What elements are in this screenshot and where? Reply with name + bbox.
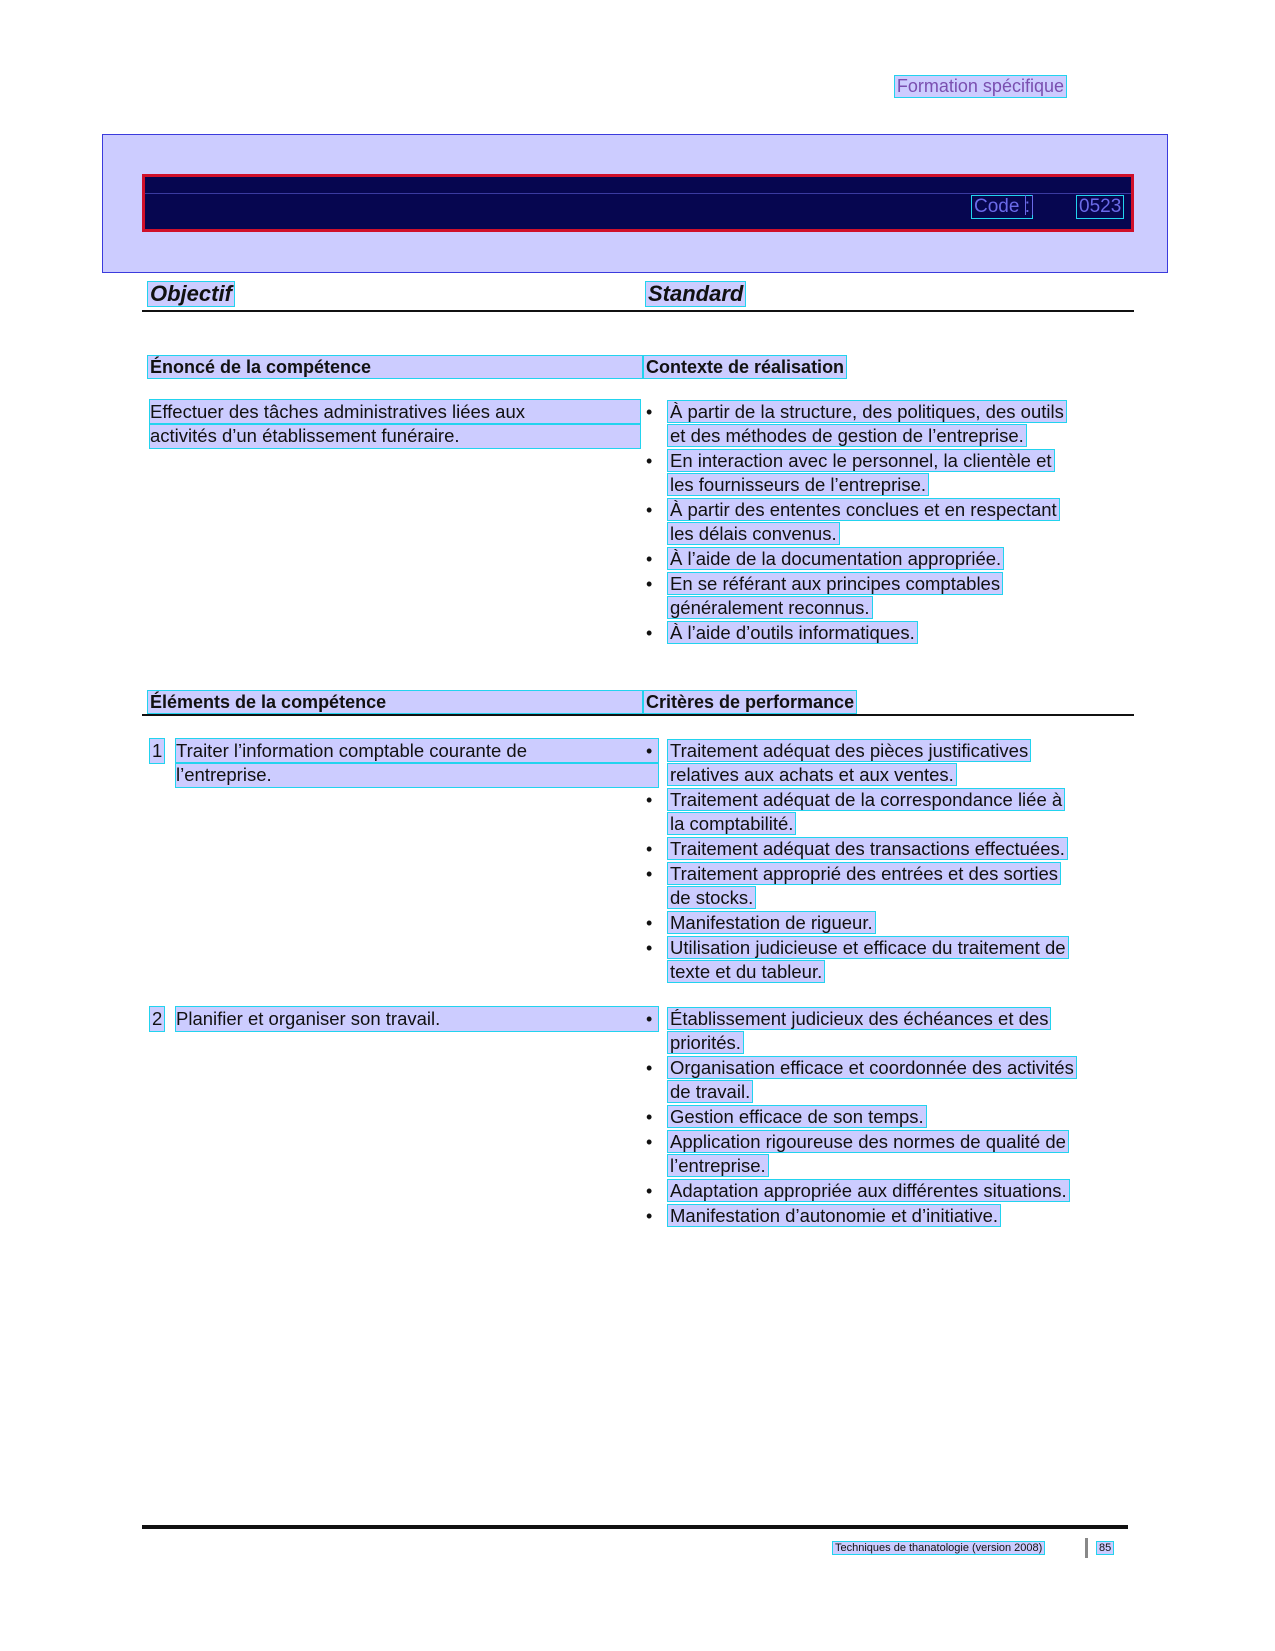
contexte-title: Contexte de réalisation [646, 357, 845, 377]
element-line: Planifier et organiser son travail. [176, 1007, 658, 1031]
elements-title: Éléments de la compétence [148, 691, 642, 713]
enonce-text [150, 400, 640, 448]
element-number: 2 [152, 1008, 163, 1029]
standard-heading: Standard [648, 281, 744, 306]
list-item: • Traitement adéquat de la correspondance liée à la comptabilité. [644, 788, 1124, 836]
list-item: • À l’aide de la documentation appropriée. [644, 547, 1124, 571]
list-item: • Gestion efficace de son temps. [644, 1105, 1124, 1129]
criteres-title: Critères de performance [646, 692, 855, 712]
list-item: • Manifestation d’autonomie et d’initiative. [644, 1204, 1124, 1228]
list-item: • À partir des ententes conclues et en respectant les délais convenus. [644, 498, 1124, 546]
enonce-line: Effectuer des tâches administratives liées aux [150, 400, 640, 424]
section-label: Formation spécifique [896, 76, 1064, 96]
element-line: l’entreprise. [176, 763, 658, 787]
criteria-list-1 [644, 739, 1124, 985]
competency-banner [142, 174, 1134, 232]
list-item: • À partir de la structure, des politiques, des outils et des méthodes de gestion de l’entreprise. [644, 400, 1124, 448]
criteria-list-2 [644, 1007, 1124, 1229]
list-item: • En interaction avec le personnel, la clientèle et les fournisseurs de l’entreprise. [644, 449, 1124, 497]
list-item: • Établissement judicieux des échéances et des priorités. [644, 1007, 1124, 1055]
contexte-list [644, 400, 1124, 646]
list-item: • Traitement adéquat des pièces justificatives relatives aux achats et aux ventes. [644, 739, 1124, 787]
footer-title: Techniques de thanatologie (version 2008) [835, 1542, 1043, 1554]
element-line: Traiter l’information comptable courante de [176, 739, 658, 763]
list-item: • Utilisation judicieuse et efficace du traitement de texte et du tableur. [644, 936, 1124, 984]
list-item: • Application rigoureuse des normes de qualité de l’entreprise. [644, 1130, 1124, 1178]
objectif-heading: Objectif [150, 281, 232, 306]
list-item: • Organisation efficace et coordonnée des activités de travail. [644, 1056, 1124, 1104]
list-item: • En se référant aux principes comptables généralement reconnus. [644, 572, 1124, 620]
code-separator [1025, 195, 1033, 215]
enonce-title: Énoncé de la compétence [148, 356, 642, 378]
list-item: • Traitement adéquat des transactions effectuées. [644, 837, 1124, 861]
code-label: Code : [974, 196, 1030, 217]
list-item: • Traitement approprié des entrées et des sorties de stocks. [644, 862, 1124, 910]
footer-rule [142, 1525, 1128, 1529]
enonce-line: activités d’un établissement funéraire. [150, 424, 640, 448]
list-item: • À l’aide d’outils informatiques. [644, 621, 1124, 645]
list-item: • Adaptation appropriée aux différentes situations. [644, 1179, 1124, 1203]
list-item: • Manifestation de rigueur. [644, 911, 1124, 935]
code-value: 0523 [1079, 196, 1122, 217]
header-rule [142, 310, 1134, 312]
banner-rule [145, 193, 1131, 194]
footer-separator [1085, 1538, 1088, 1558]
elements-rule [142, 714, 1134, 716]
page-number: 85 [1099, 1542, 1112, 1554]
element-number: 1 [152, 740, 163, 761]
